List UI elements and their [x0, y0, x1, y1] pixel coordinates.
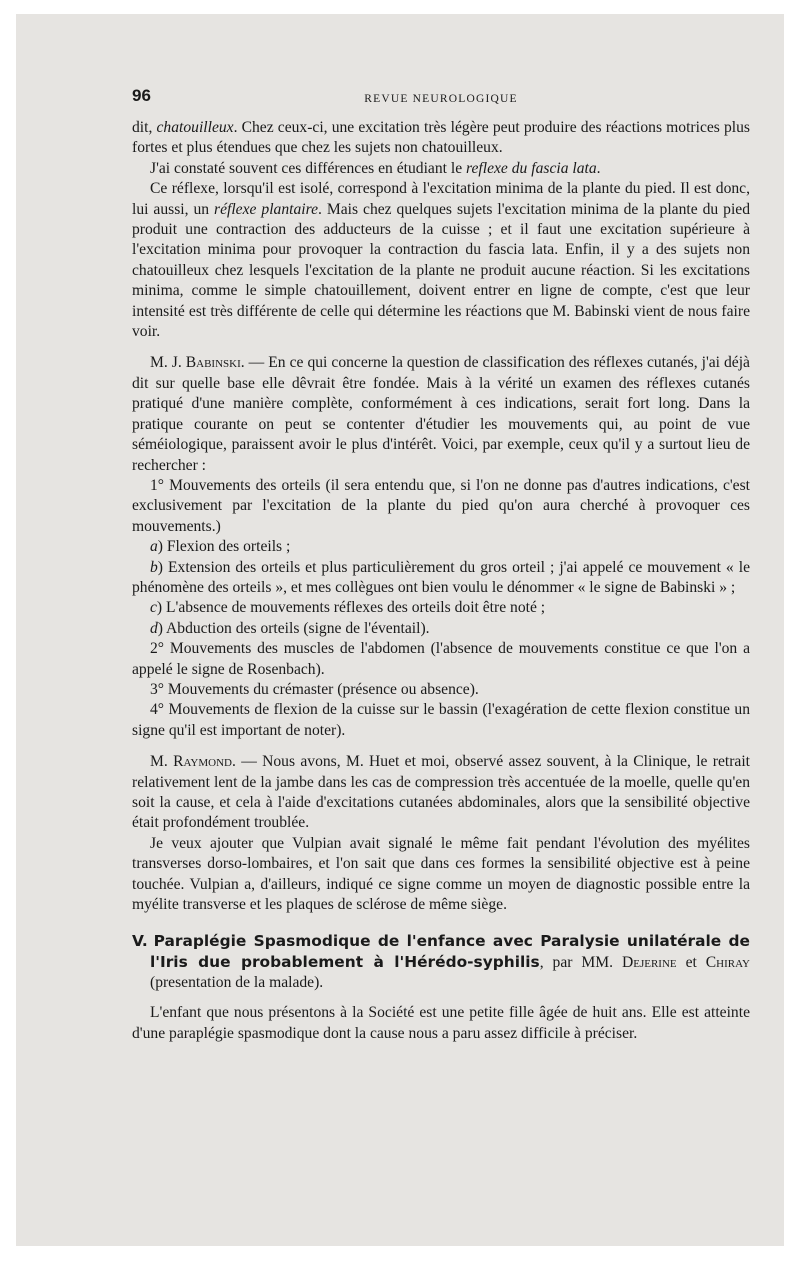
paragraph-vulpian: Je veux ajouter que Vulpian avait signalé le même fait pendant l'évolution des myélites transverses dorso-lombaires, et l'on sait que dans ces formes la sensibilité objective est à peine touchée. Vulpian a, d'ailleurs, indiqué ce signe comme un moyen de diagnostic possible entre la myélite transverse et les plaques de sclérose de même siège. [132, 834, 750, 914]
list-item-1: 1° Mouvements des orteils (il sera entendu que, si l'on ne donne pas d'autres indications, c'est exclusivement par l'excitation de la plante du pied qu'on aura cherché à provoquer ces mouvements.) [132, 476, 750, 535]
list-item-c: c) L'absence de mouvements réflexes des orteils doit être noté ; [150, 599, 546, 617]
paragraph-babinski: M. J. Babinski. — En ce qui concerne la question de classification des réflexes cutanés, j'ai déjà dit sur quelle base elle dêvrait être fondée. Mais à la vérité un examen des réflexes cutanés pratiqué d'une manière complète, conformément à ces indications, serait fort long. Dans la pratique courante on peut se contenter d'étudier les mouvements qui, au point de vue séméiologique, paraissent avoir le plus d'intérêt. Voici, par exemple, ceux qu'il y a surtout lieu de rechercher : [132, 354, 750, 474]
running-head [132, 86, 750, 106]
section-number: V. [132, 932, 148, 951]
section-heading: V. Paraplégie Spasmodique de l'enfance avec Paralysie unilatérale de l'Iris due probablement à l'Hérédo-syphilis, par MM. Dejerine et Chiray (presentation de la malade). [132, 932, 750, 992]
list-item-d: d) Abduction des orteils (signe de l'éventail). [150, 619, 430, 637]
list-item-3: 3° Mouvements du crémaster (présence ou absence). [150, 680, 479, 698]
list-item-a: a) Flexion des orteils ; [150, 538, 291, 556]
section-title: Paraplégie Spasmodique de l'enfance avec Paralysie unilatérale de l'Iris due probablement à l'Hérédo-syphilis [150, 932, 750, 972]
paragraph-continuation: dit, chatouilleux. Chez ceux-ci, une excitation très légère peut produire des réactions motrices plus fortes et plus étendues que chez les sujets non chatouilleux. [132, 119, 750, 157]
paragraph-fascia-lata: J'ai constaté souvent ces différences en étudiant le reflexe du fascia lata. [150, 159, 601, 177]
paragraph-raymond: M. Raymond. — Nous avons, M. Huet et moi, observé assez souvent, à la Clinique, le retrait relativement lent de la jambe dans les cas de compression très accentuée de la moelle, quelle qu'en soit la cause, et cela à l'aide d'excitations cutanées abdominales, alors que la sensibilité objective était profondément troublée. [132, 753, 750, 832]
speaker-name: M. Raymond [150, 753, 232, 771]
scanned-page [16, 14, 784, 1246]
body-text [132, 118, 750, 1044]
list-item-b: b) Extension des orteils et plus particulièrement du gros orteil ; j'ai appelé ce mouvement « le phénomène des orteils », et mes collègues ont bien voulu le dénommer « le signe de Babinski » ; [132, 558, 750, 596]
speaker-name: M. J. Babinski [150, 354, 241, 372]
list-item-2: 2° Mouvements des muscles de l'abdomen (l'absence de mouvements constitue ce que l'on a appelé le signe de Rosenbach). [132, 640, 750, 678]
list-item-4: 4° Mouvements de flexion de la cuisse sur le bassin (l'exagération de cette flexion constitue un signe qu'il est important de noter). [132, 701, 750, 739]
journal-title: REVUE NEUROLOGIQUE [364, 93, 518, 105]
page-number: 96 [132, 86, 151, 105]
author-name: Chiray [705, 954, 750, 972]
author-name: Dejerine [621, 954, 677, 972]
paragraph-intro: L'enfant que nous présentons à la Société est une petite fille âgée de huit ans. Elle est atteinte d'une paraplégie spasmodique dont la cause nous a paru assez difficile à préciser. [132, 1004, 750, 1042]
paragraph-reflexe-plantaire: Ce réflexe, lorsqu'il est isolé, correspond à l'excitation minima de la plante du pied. Il est donc, lui aussi, un réflexe plantaire. Mais chez quelques sujets l'excitation minima de la plante du pied produit une contraction des adducteurs de la cuisse ; et il faut une excitation supérieure à l'excitation minima pour provoquer la contraction du fascia lata. Enfin, il y a des sujets non chatouilleux chez lesquels l'excitation de la plante ne produit aucune réaction. Si les excitations minima, comme le simple chatouillement, doivent entrer en ligne de compte, c'est que leur intensité est très différente de celle qui détermine les réactions que M. Babinski vient de nous faire voir. [132, 180, 750, 341]
